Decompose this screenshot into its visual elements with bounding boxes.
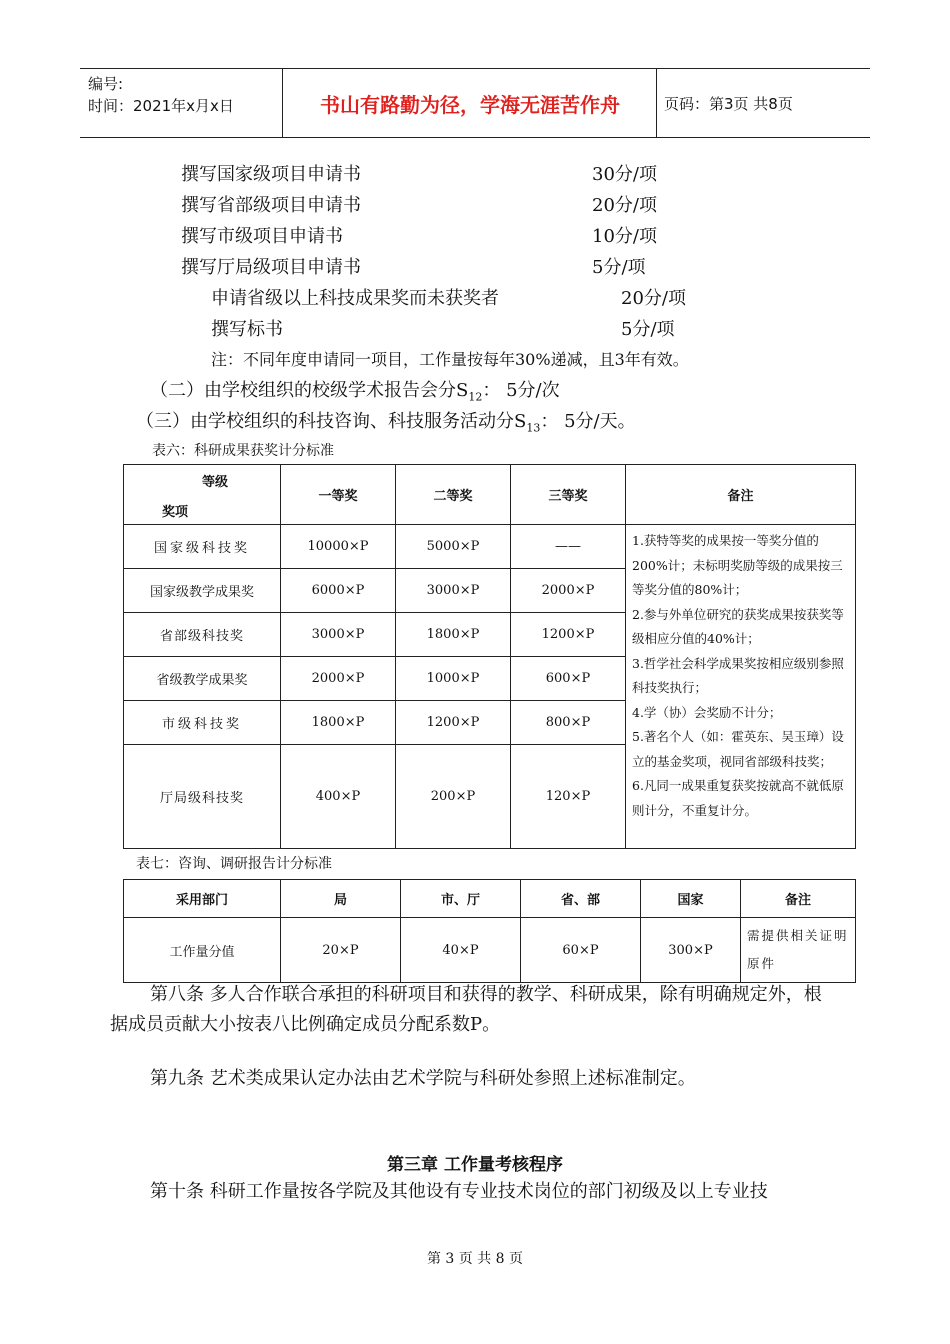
item-name: 撰写市级项目申请书 (181, 226, 343, 247)
remarks-cell: 需提供相关证明原件 (741, 918, 856, 983)
note-line: 注：不同年度申请同一项目，工作量按每年30%递减，且3年有效。 (211, 350, 689, 369)
item-score: 5分/项 (621, 319, 675, 340)
page-footer: 第 3 页 共 8 页 (426, 1251, 524, 1267)
award-name: 市级科技奖 (124, 701, 281, 745)
header-divider (282, 69, 283, 137)
cell-value: 1800×P (281, 701, 396, 745)
cell-value: 2000×P (511, 569, 626, 613)
award-name: 省级教学成果奖 (124, 657, 281, 701)
header-item: 奖项 (162, 505, 189, 520)
remarks-cell (626, 525, 856, 849)
cell-value: —— (511, 525, 626, 569)
cell-value: 10000×P (281, 525, 396, 569)
cell-value: 40×P (401, 918, 521, 983)
table-row (124, 525, 856, 569)
cell-value: 120×P (511, 745, 626, 849)
cell-value: 3000×P (281, 613, 396, 657)
cell-value: 600×P (511, 657, 626, 701)
cell-value: 1000×P (396, 657, 511, 701)
article-10: 第十条 科研工作量按各学院及其他设有专业技术岗位的部门初级及以上专业技 (150, 1181, 768, 1202)
cell-value: 1200×P (396, 701, 511, 745)
header-grade: 等级 (202, 475, 229, 490)
item-score: 5分/项 (592, 257, 646, 278)
header-first-prize: 一等奖 (281, 465, 396, 525)
table7-caption: 表七：咨询、调研报告计分标准 (136, 856, 332, 872)
time-label: 时间：2021年x月x日 (88, 97, 234, 115)
row-label: 工作量分值 (124, 918, 281, 983)
remark-item: 4.学（协）会奖励不计分； (632, 704, 782, 720)
item-score: 30分/项 (592, 164, 657, 185)
chapter-title: 第三章 工作量考核程序 (387, 1155, 563, 1175)
header-motto: 书山有路勤为径，学海无涯苦作舟 (320, 92, 620, 117)
item-name: 撰写国家级项目申请书 (181, 164, 361, 185)
header-divider (656, 69, 657, 137)
item-score: 10分/项 (592, 226, 657, 247)
award-name: 厅局级科技奖 (124, 745, 281, 849)
cell-value: 20×P (281, 918, 401, 983)
item-name: 撰写省部级项目申请书 (181, 195, 361, 216)
cell-value: 300×P (641, 918, 741, 983)
header-remarks: 备注 (741, 880, 856, 918)
remark-item: 3.哲学社会科学成果奖按相应级别参照科技奖执行； (632, 655, 844, 695)
remark-item: 6.凡同一成果重复获奖按就高不就低原则计分，不重复计分。 (632, 778, 844, 818)
header-second-prize: 二等奖 (396, 465, 511, 525)
item-name: 撰写厅局级项目申请书 (181, 257, 361, 278)
number-label: 编号: (88, 75, 124, 93)
award-name: 国家级科技奖 (124, 525, 281, 569)
item-name: 撰写标书 (211, 319, 283, 340)
cell-value: 2000×P (281, 657, 396, 701)
header-department: 采用部门 (124, 880, 281, 918)
item-name: 申请省级以上科技成果奖而未获奖者 (211, 288, 499, 309)
remark-item: 5.著名个人（如：霍英东、吴玉璋）设立的基金奖项，视同省部级科技奖； (632, 729, 844, 769)
cell-value: 400×P (281, 745, 396, 849)
item-score: 20分/项 (592, 195, 657, 216)
cell-value: 800×P (511, 701, 626, 745)
report-score-table (123, 879, 856, 983)
cell-value: 5000×P (396, 525, 511, 569)
header-third-prize: 三等奖 (511, 465, 626, 525)
header-city: 市、厅 (401, 880, 521, 918)
table6-caption: 表六：科研成果获奖计分标准 (152, 443, 334, 459)
corner-header (124, 465, 281, 525)
award-score-table (123, 464, 856, 849)
table-row (124, 918, 856, 983)
award-name: 国家级教学成果奖 (124, 569, 281, 613)
cell-value: 6000×P (281, 569, 396, 613)
page-header (80, 68, 870, 138)
report-line: （二）由学校组织的校级学术报告会分$S_{12}$： 5分/次 (150, 380, 560, 404)
page-number-label: 页码：第3页 共8页 (664, 95, 793, 113)
header-province: 省、部 (521, 880, 641, 918)
remark-item: 1.获特等奖的成果按一等奖分值的200%计；未标明奖励等级的成果按三等奖分值的80%计； (632, 533, 843, 597)
cell-value: 3000×P (396, 569, 511, 613)
award-name: 省部级科技奖 (124, 613, 281, 657)
header-remarks: 备注 (626, 465, 856, 525)
article-8: 第八条 多人合作联合承担的科研项目和获得的教学、科研成果，除有明确规定外，根据成员贡献大小按表八比例确定成员分配系数P。 (110, 984, 822, 1035)
consult-line: （三）由学校组织的科技咨询、科技服务活动分$S_{13}$： 5分/天。 (136, 411, 636, 435)
header-national: 国家 (641, 880, 741, 918)
item-score: 20分/项 (621, 288, 686, 309)
cell-value: 60×P (521, 918, 641, 983)
cell-value: 1200×P (511, 613, 626, 657)
header-left (88, 73, 234, 117)
remark-item: 2.参与外单位研究的获奖成果按获奖等级相应分值的40%计； (632, 606, 844, 646)
header-bureau: 局 (281, 880, 401, 918)
cell-value: 1800×P (396, 613, 511, 657)
cell-value: 200×P (396, 745, 511, 849)
article-9: 第九条 艺术类成果认定办法由艺术学院与科研处参照上述标准制定。 (150, 1068, 696, 1089)
